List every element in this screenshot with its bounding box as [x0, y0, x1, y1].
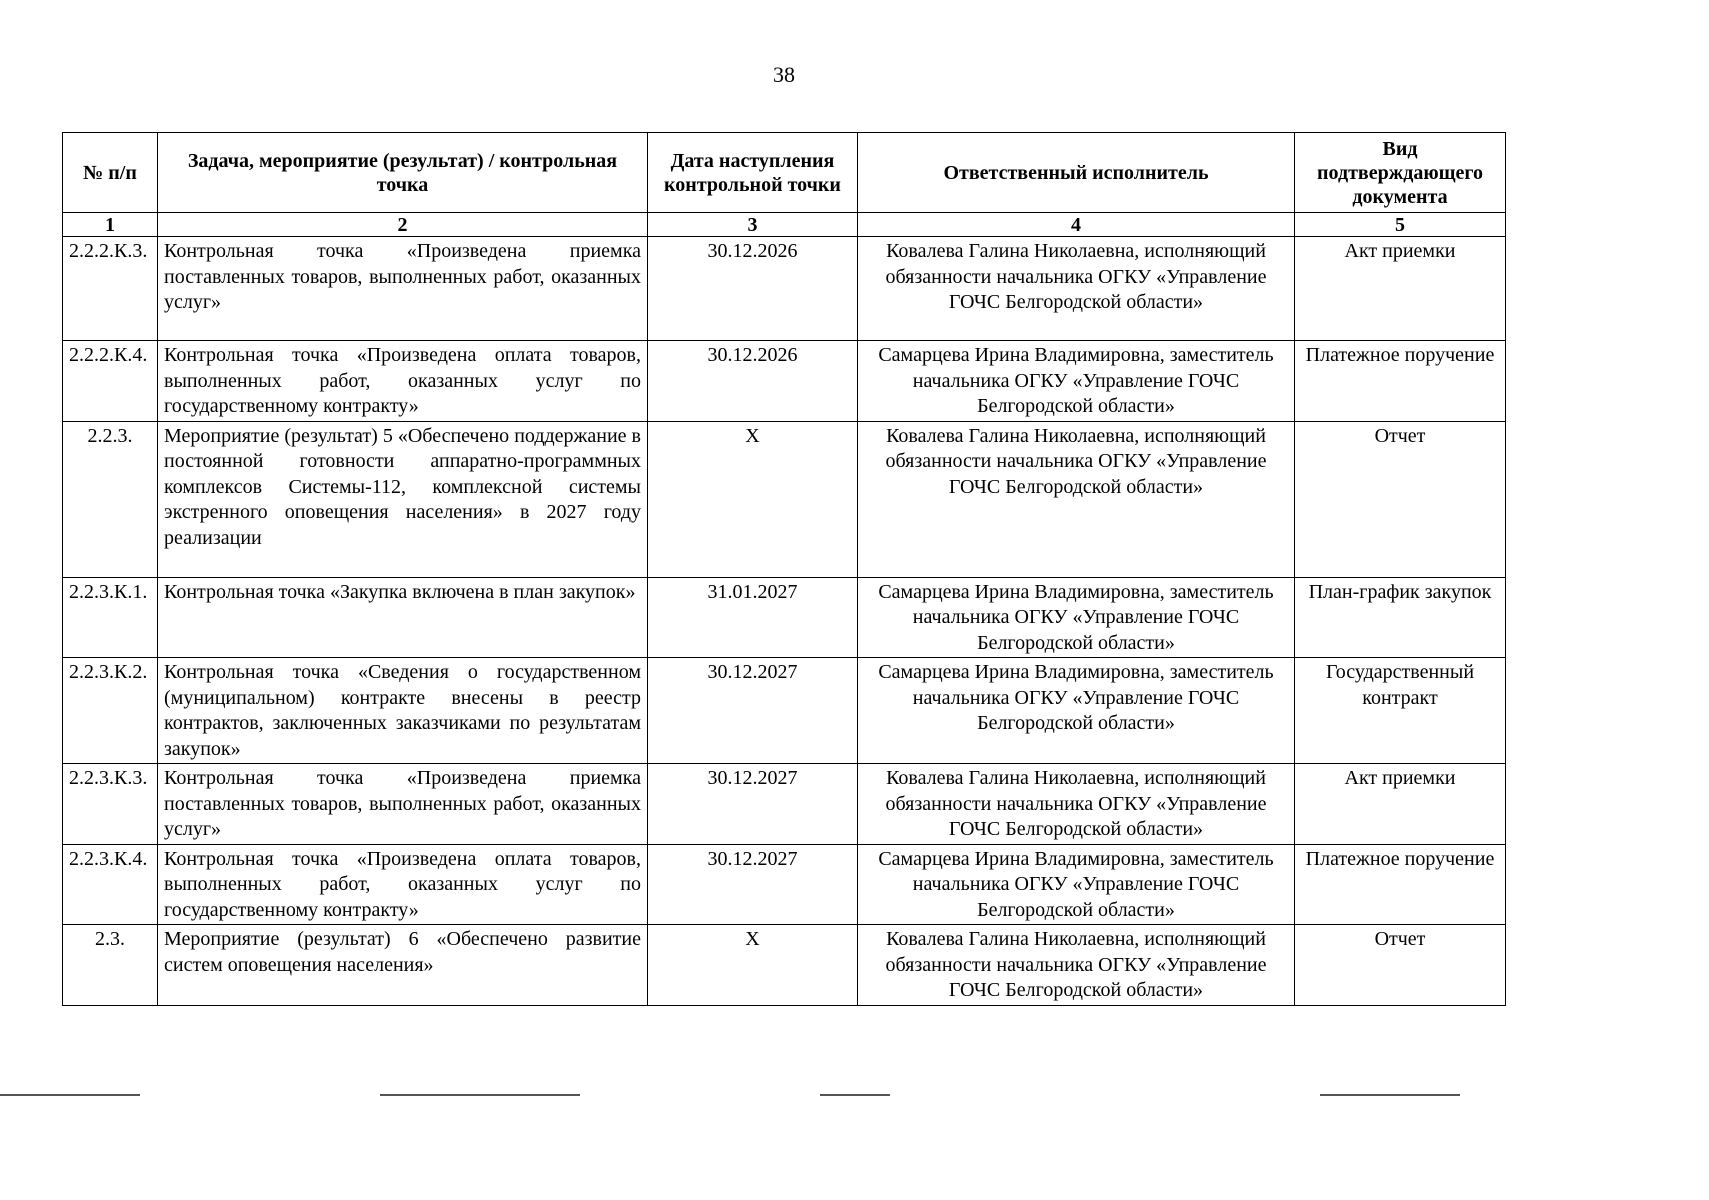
row-task: Контрольная точка «Произведена приемка поставленных товаров, выполненных работ, оказанных услуг»: [158, 764, 648, 845]
row-number: 2.2.3.К.1.: [63, 577, 158, 658]
row-document: Акт приемки: [1295, 237, 1506, 341]
column-number: 2: [158, 213, 648, 237]
row-task: Контрольная точка «Произведена оплата товаров, выполненных работ, оказанных услуг по государственному контракту»: [158, 341, 648, 422]
column-number-row: [63, 213, 1506, 237]
row-date: X: [648, 925, 858, 1006]
row-task: Контрольная точка «Закупка включена в план закупок»: [158, 577, 648, 658]
page-number: 38: [773, 62, 795, 87]
scan-artifact: [1320, 1094, 1460, 1096]
row-date: X: [648, 421, 858, 577]
control-points-table: [62, 132, 1506, 1006]
row-task: Контрольная точка «Произведена приемка поставленных товаров, выполненных работ, оказанных услуг»: [158, 237, 648, 341]
row-responsible: Ковалева Галина Николаевна, исполняющий обязанности начальника ОГКУ «Управление ГОЧС Белгородской области»: [858, 421, 1295, 577]
row-date: 31.01.2027: [648, 577, 858, 658]
scan-artifact: [380, 1094, 580, 1096]
column-number: 3: [648, 213, 858, 237]
row-task: Контрольная точка «Сведения о государственном (муниципальном) контракте внесены в реестр контрактов, заключенных заказчиками по результатам закупок»: [158, 658, 648, 764]
table-row: [63, 577, 1506, 658]
row-document: Отчет: [1295, 925, 1506, 1006]
row-task: Контрольная точка «Произведена оплата товаров, выполненных работ, оказанных услуг по государственному контракту»: [158, 844, 648, 925]
row-responsible: Самарцева Ирина Владимировна, заместитель начальника ОГКУ «Управление ГОЧС Белгородской области»: [858, 577, 1295, 658]
header-row: [63, 133, 1506, 213]
row-document: Платежное поручение: [1295, 341, 1506, 422]
row-document: Платежное поручение: [1295, 844, 1506, 925]
row-responsible: Самарцева Ирина Владимировна, заместитель начальника ОГКУ «Управление ГОЧС Белгородской области»: [858, 658, 1295, 764]
header-responsible: Ответственный исполнитель: [858, 133, 1295, 213]
table-row: [63, 341, 1506, 422]
row-date: 30.12.2026: [648, 237, 858, 341]
column-number: 4: [858, 213, 1295, 237]
table-row: [63, 421, 1506, 577]
table-row: [63, 844, 1506, 925]
row-date: 30.12.2027: [648, 844, 858, 925]
column-number: 1: [63, 213, 158, 237]
header-date: Дата наступления контрольной точки: [648, 133, 858, 213]
header-num: № п/п: [63, 133, 158, 213]
row-task: Мероприятие (результат) 6 «Обеспечено развитие систем оповещения населения»: [158, 925, 648, 1006]
row-responsible: Самарцева Ирина Владимировна, заместитель начальника ОГКУ «Управление ГОЧС Белгородской области»: [858, 844, 1295, 925]
table-row: [63, 237, 1506, 341]
row-task: Мероприятие (результат) 5 «Обеспечено поддержание в постоянной готовности аппаратно-программных комплексов Системы-112, комплексной системы экстренного оповещения населения» в 2027 году реализации: [158, 421, 648, 577]
row-document: Отчет: [1295, 421, 1506, 577]
row-number: 2.2.3.К.4.: [63, 844, 158, 925]
row-date: 30.12.2027: [648, 764, 858, 845]
row-number: 2.2.3.: [63, 421, 158, 577]
row-number: 2.2.2.К.3.: [63, 237, 158, 341]
row-responsible: Самарцева Ирина Владимировна, заместитель начальника ОГКУ «Управление ГОЧС Белгородской области»: [858, 341, 1295, 422]
row-date: 30.12.2027: [648, 658, 858, 764]
row-number: 2.3.: [63, 925, 158, 1006]
scan-artifact: [0, 1094, 140, 1096]
header-document: Вид подтверждающего документа: [1295, 133, 1506, 213]
row-number: 2.2.3.К.3.: [63, 764, 158, 845]
table-row: [63, 925, 1506, 1006]
row-responsible: Ковалева Галина Николаевна, исполняющий обязанности начальника ОГКУ «Управление ГОЧС Белгородской области»: [858, 925, 1295, 1006]
table-row: [63, 764, 1506, 845]
row-number: 2.2.2.К.4.: [63, 341, 158, 422]
row-responsible: Ковалева Галина Николаевна, исполняющий обязанности начальника ОГКУ «Управление ГОЧС Белгородской области»: [858, 237, 1295, 341]
scan-artifact: [820, 1094, 890, 1096]
row-number: 2.2.3.К.2.: [63, 658, 158, 764]
table-row: [63, 658, 1506, 764]
row-document: Акт приемки: [1295, 764, 1506, 845]
header-task: Задача, мероприятие (результат) / контрольная точка: [158, 133, 648, 213]
column-number: 5: [1295, 213, 1506, 237]
row-responsible: Ковалева Галина Николаевна, исполняющий обязанности начальника ОГКУ «Управление ГОЧС Белгородской области»: [858, 764, 1295, 845]
row-document: Государственный контракт: [1295, 658, 1506, 764]
row-date: 30.12.2026: [648, 341, 858, 422]
row-document: План-график закупок: [1295, 577, 1506, 658]
